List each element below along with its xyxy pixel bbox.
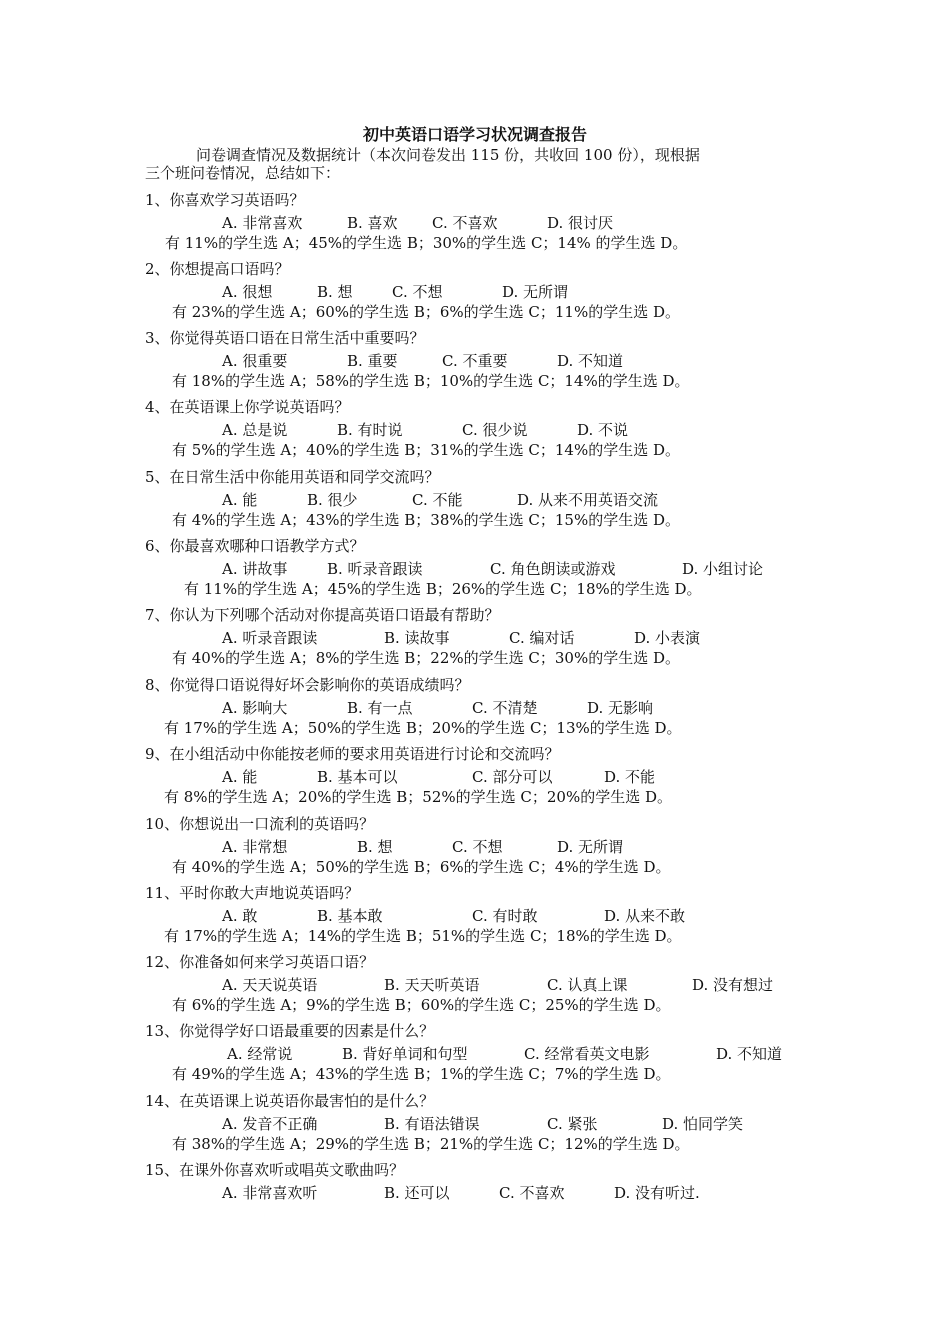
result-text: 有 40%的学生选 A；50%的学生选 B；6%的学生选 C；4%的学生选 D。 bbox=[172, 858, 671, 876]
option-b: B. 有语法错误 bbox=[384, 1115, 480, 1133]
question-text: 10、你想说出一口流利的英语吗？ bbox=[145, 815, 375, 833]
option-d: D. 无所谓 bbox=[502, 283, 569, 301]
option-d: D. 没有想过 bbox=[692, 976, 774, 994]
option-c: C. 部分可以 bbox=[472, 768, 553, 786]
options-row bbox=[0, 1043, 950, 1063]
question-text: 1、你喜欢学习英语吗？ bbox=[145, 191, 305, 209]
option-d: D. 无影响 bbox=[587, 699, 654, 717]
result-text: 有 18%的学生选 A；58%的学生选 B；10%的学生选 C；14%的学生选 D。 bbox=[172, 372, 690, 390]
question-text: 7、你认为下列哪个活动对你提高英语口语最有帮助？ bbox=[145, 606, 500, 624]
option-a: A. 发音不正确 bbox=[222, 1115, 318, 1133]
option-b: B. 重要 bbox=[347, 352, 398, 370]
result-text: 有 6%的学生选 A；9%的学生选 B；60%的学生选 C；25%的学生选 D。 bbox=[172, 996, 671, 1014]
result-text: 有 40%的学生选 A；8%的学生选 B；22%的学生选 C；30%的学生选 D。 bbox=[172, 649, 681, 667]
option-d: D. 很讨厌 bbox=[547, 214, 614, 232]
options-row bbox=[0, 350, 950, 370]
question-text: 8、你觉得口语说得好坏会影响你的英语成绩吗？ bbox=[145, 676, 470, 694]
option-a: A. 经常说 bbox=[227, 1045, 293, 1063]
option-b: B. 天天听英语 bbox=[384, 976, 480, 994]
option-c: C. 不想 bbox=[452, 838, 503, 856]
result-text: 有 17%的学生选 A；50%的学生选 B；20%的学生选 C；13%的学生选 D。 bbox=[164, 719, 682, 737]
options-row bbox=[0, 697, 950, 717]
option-a: A. 很想 bbox=[222, 283, 273, 301]
question-text: 12、你准备如何来学习英语口语？ bbox=[145, 953, 375, 971]
options-row bbox=[0, 974, 950, 994]
options-row bbox=[0, 281, 950, 301]
option-d: D. 怕同学笑 bbox=[662, 1115, 744, 1133]
result-text: 有 4%的学生选 A；43%的学生选 B；38%的学生选 C；15%的学生选 D。 bbox=[172, 511, 681, 529]
option-b: B. 背好单词和句型 bbox=[342, 1045, 468, 1063]
option-a: A. 总是说 bbox=[222, 421, 288, 439]
question-text: 4、在英语课上你学说英语吗？ bbox=[145, 398, 350, 416]
option-b: B. 有时说 bbox=[337, 421, 403, 439]
question-text: 2、你想提高口语吗？ bbox=[145, 260, 290, 278]
option-d: D. 从来不敢 bbox=[604, 907, 686, 925]
option-c: C. 不重要 bbox=[442, 352, 508, 370]
option-b: B. 听录音跟读 bbox=[327, 560, 423, 578]
result-text: 有 23%的学生选 A；60%的学生选 B；6%的学生选 C；11%的学生选 D。 bbox=[172, 303, 681, 321]
options-row bbox=[0, 1113, 950, 1133]
option-d: D. 从来不用英语交流 bbox=[517, 491, 659, 509]
option-a: A. 天天说英语 bbox=[222, 976, 318, 994]
option-c: C. 经常看英文电影 bbox=[524, 1045, 650, 1063]
options-row bbox=[0, 212, 950, 232]
option-b: B. 想 bbox=[357, 838, 393, 856]
option-a: A. 影响大 bbox=[222, 699, 288, 717]
question-text: 15、在课外你喜欢听或唱英文歌曲吗？ bbox=[145, 1161, 405, 1179]
question-text: 3、你觉得英语口语在日常生活中重要吗？ bbox=[145, 329, 425, 347]
option-d: D. 不知道 bbox=[716, 1045, 783, 1063]
option-d: D. 不能 bbox=[604, 768, 656, 786]
option-c: C. 不喜欢 bbox=[432, 214, 498, 232]
options-row bbox=[0, 905, 950, 925]
question-text: 5、在日常生活中你能用英语和同学交流吗？ bbox=[145, 468, 440, 486]
option-c: C. 不清楚 bbox=[472, 699, 538, 717]
option-b: B. 喜欢 bbox=[347, 214, 398, 232]
result-text: 有 5%的学生选 A；40%的学生选 B；31%的学生选 C；14%的学生选 D。 bbox=[172, 441, 681, 459]
option-c: C. 很少说 bbox=[462, 421, 528, 439]
option-c: C. 紧张 bbox=[547, 1115, 598, 1133]
question-text: 14、在英语课上说英语你最害怕的是什么？ bbox=[145, 1092, 435, 1110]
option-b: B. 有一点 bbox=[347, 699, 413, 717]
options-row bbox=[0, 627, 950, 647]
option-d: D. 不知道 bbox=[557, 352, 624, 370]
option-a: A. 非常喜欢听 bbox=[222, 1184, 318, 1202]
result-text: 有 11%的学生选 A；45%的学生选 B；30%的学生选 C；14% 的学生选 D。 bbox=[165, 234, 688, 252]
option-d: D. 小组讨论 bbox=[682, 560, 764, 578]
option-d: D. 小表演 bbox=[634, 629, 701, 647]
option-c: C. 不想 bbox=[392, 283, 443, 301]
options-row bbox=[0, 419, 950, 439]
option-d: D. 没有听过. bbox=[614, 1184, 700, 1202]
option-c: C. 有时敢 bbox=[472, 907, 538, 925]
option-a: A. 听录音跟读 bbox=[222, 629, 318, 647]
option-a: A. 非常喜欢 bbox=[222, 214, 303, 232]
option-b: B. 很少 bbox=[307, 491, 358, 509]
options-row bbox=[0, 558, 950, 578]
option-d: D. 无所谓 bbox=[557, 838, 624, 856]
option-a: A. 很重要 bbox=[222, 352, 288, 370]
result-text: 有 8%的学生选 A；20%的学生选 B；52%的学生选 C；20%的学生选 D。 bbox=[164, 788, 673, 806]
option-a: A. 敢 bbox=[222, 907, 258, 925]
option-b: B. 想 bbox=[317, 283, 353, 301]
option-b: B. 基本可以 bbox=[317, 768, 398, 786]
question-text: 6、你最喜欢哪种口语教学方式？ bbox=[145, 537, 365, 555]
option-a: A. 非常想 bbox=[222, 838, 288, 856]
result-text: 有 11%的学生选 A；45%的学生选 B；26%的学生选 C；18%的学生选 D。 bbox=[184, 580, 702, 598]
question-text: 9、在小组活动中你能按老师的要求用英语进行讨论和交流吗？ bbox=[145, 745, 560, 763]
intro-line-1: 问卷调查情况及数据统计（本次问卷发出 115 份，共收回 100 份），现根据 bbox=[196, 146, 700, 164]
option-a: A. 讲故事 bbox=[222, 560, 288, 578]
document-title: 初中英语口语学习状况调查报告 bbox=[362, 125, 587, 144]
option-c: C. 不喜欢 bbox=[499, 1184, 565, 1202]
option-c: C. 不能 bbox=[412, 491, 463, 509]
option-b: B. 读故事 bbox=[384, 629, 450, 647]
options-row bbox=[0, 836, 950, 856]
options-row bbox=[0, 489, 950, 509]
question-text: 13、你觉得学好口语最重要的因素是什么？ bbox=[145, 1022, 435, 1040]
option-c: C. 编对话 bbox=[509, 629, 575, 647]
result-text: 有 17%的学生选 A；14%的学生选 B；51%的学生选 C；18%的学生选 D。 bbox=[164, 927, 682, 945]
options-row bbox=[0, 1182, 950, 1202]
option-c: C. 认真上课 bbox=[547, 976, 628, 994]
intro-line-2: 三个班问卷情况，总结如下： bbox=[145, 164, 341, 182]
result-text: 有 38%的学生选 A；29%的学生选 B；21%的学生选 C；12%的学生选 D。 bbox=[172, 1135, 690, 1153]
options-row bbox=[0, 766, 950, 786]
option-a: A. 能 bbox=[222, 768, 258, 786]
option-b: B. 还可以 bbox=[384, 1184, 450, 1202]
option-c: C. 角色朗读或游戏 bbox=[490, 560, 616, 578]
option-a: A. 能 bbox=[222, 491, 258, 509]
question-text: 11、平时你敢大声地说英语吗？ bbox=[145, 884, 360, 902]
option-d: D. 不说 bbox=[577, 421, 629, 439]
option-b: B. 基本敢 bbox=[317, 907, 383, 925]
result-text: 有 49%的学生选 A；43%的学生选 B；1%的学生选 C；7%的学生选 D。 bbox=[172, 1065, 671, 1083]
